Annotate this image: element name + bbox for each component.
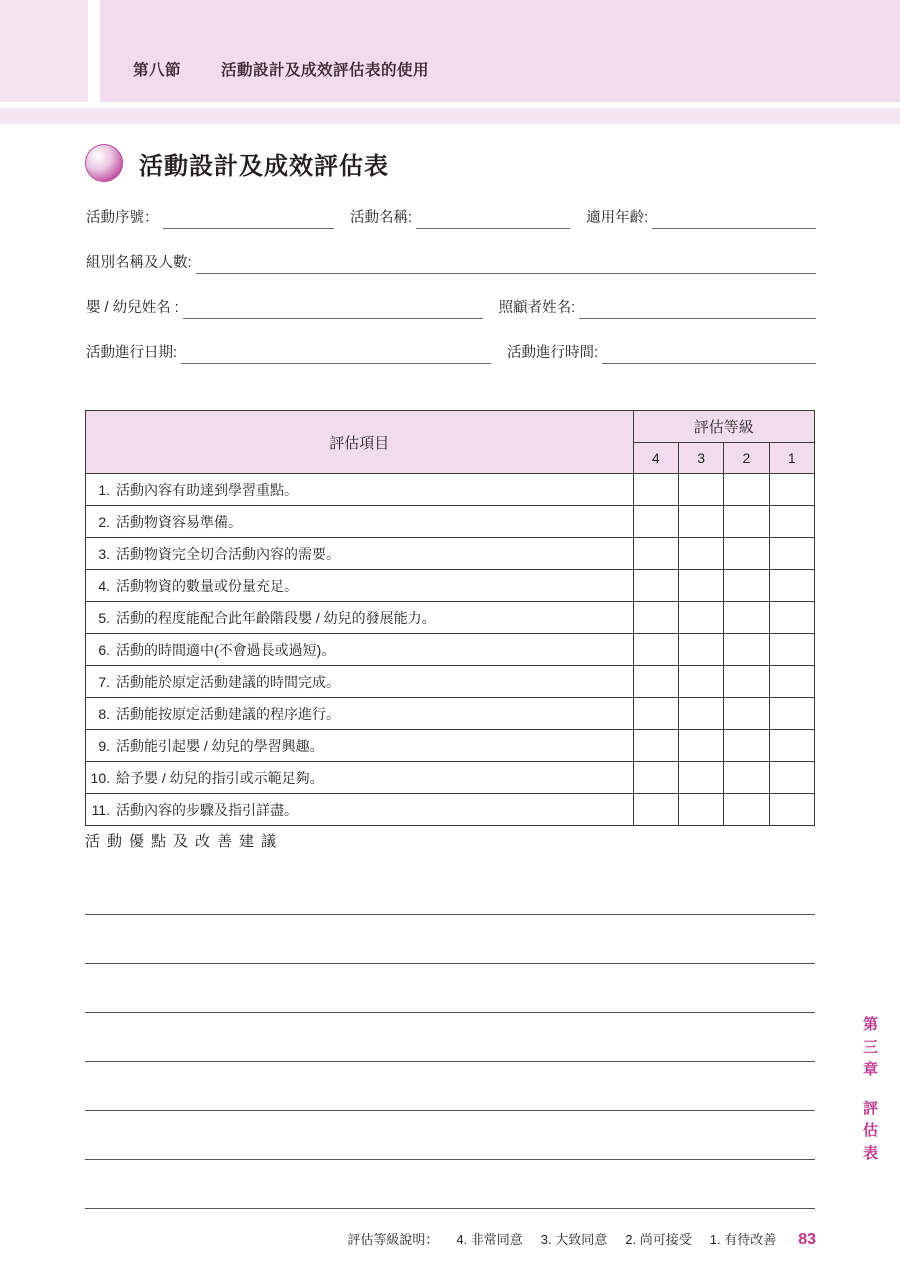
score-cell-1[interactable] — [769, 506, 814, 538]
input-caregiver-name[interactable] — [579, 301, 816, 319]
score-cell-4[interactable] — [633, 474, 678, 506]
form-fields — [86, 206, 816, 386]
score-cell-1[interactable] — [769, 634, 814, 666]
input-activity-time[interactable] — [602, 346, 816, 364]
page-title-text: 活動設計及成效評估表 — [139, 152, 389, 180]
label-activity-name: 活動名稱: — [350, 210, 413, 226]
item-cell — [86, 602, 634, 634]
score-cell-3[interactable] — [678, 474, 723, 506]
score-cell-4[interactable] — [633, 538, 678, 570]
grade-3: 3 — [678, 442, 723, 474]
label-suitable-age: 適用年齡: — [586, 210, 649, 226]
page-title — [85, 144, 389, 182]
score-cell-2[interactable] — [724, 794, 769, 826]
item-number: 9. — [98, 737, 110, 754]
input-child-name[interactable] — [183, 301, 483, 319]
comment-line[interactable] — [85, 964, 815, 1013]
input-activity-name[interactable] — [416, 211, 570, 229]
item-text: 活動內容的步驟及指引詳盡。 — [116, 801, 298, 818]
item-cell — [86, 698, 634, 730]
item-number: 7. — [98, 673, 110, 690]
score-cell-4[interactable] — [633, 506, 678, 538]
input-activity-no[interactable] — [163, 211, 335, 229]
item-cell — [86, 730, 634, 762]
item-number: 5. — [98, 609, 110, 626]
score-cell-1[interactable] — [769, 602, 814, 634]
score-cell-3[interactable] — [678, 602, 723, 634]
table-row — [86, 762, 815, 794]
comments-area — [85, 866, 815, 1209]
legend-item-3: 3. 大致同意 — [540, 1232, 608, 1247]
table-row — [86, 602, 815, 634]
score-cell-1[interactable] — [769, 762, 814, 794]
score-cell-4[interactable] — [633, 570, 678, 602]
input-suitable-age[interactable] — [652, 211, 816, 229]
form-row-date-time — [86, 341, 816, 364]
score-cell-1[interactable] — [769, 730, 814, 762]
form-row-child-name — [86, 296, 816, 319]
score-cell-1[interactable] — [769, 666, 814, 698]
legend-label: 評估等級說明： — [347, 1232, 439, 1247]
item-cell — [86, 634, 634, 666]
item-text: 活動的時間適中(不會過長或過短)。 — [116, 641, 336, 658]
label-activity-time: 活動進行時間: — [507, 345, 599, 361]
score-cell-4[interactable] — [633, 762, 678, 794]
score-cell-3[interactable] — [678, 794, 723, 826]
score-cell-2[interactable] — [724, 730, 769, 762]
item-cell — [86, 538, 634, 570]
comment-line[interactable] — [85, 866, 815, 915]
item-number: 11. — [91, 801, 110, 818]
score-cell-1[interactable] — [769, 474, 814, 506]
table-row — [86, 666, 815, 698]
grade-2: 2 — [724, 442, 769, 474]
item-number: 1. — [98, 481, 110, 498]
score-cell-4[interactable] — [633, 698, 678, 730]
input-group-name-count[interactable] — [196, 256, 816, 274]
score-cell-2[interactable] — [724, 538, 769, 570]
item-text: 活動物資的數量或份量充足。 — [116, 577, 298, 594]
item-number: 2. — [98, 513, 110, 530]
table-row — [86, 538, 815, 570]
form-row-activity-no — [86, 206, 816, 229]
score-cell-1[interactable] — [769, 570, 814, 602]
score-cell-3[interactable] — [678, 634, 723, 666]
page-content — [0, 124, 900, 1280]
section-title: 活動設計及成效評估表的使用 — [221, 62, 430, 79]
item-number: 8. — [98, 705, 110, 722]
score-cell-2[interactable] — [724, 602, 769, 634]
table-row — [86, 506, 815, 538]
score-cell-2[interactable] — [724, 634, 769, 666]
score-cell-3[interactable] — [678, 762, 723, 794]
page-footer — [0, 1229, 900, 1249]
score-cell-4[interactable] — [633, 634, 678, 666]
score-cell-1[interactable] — [769, 538, 814, 570]
footer-legend — [329, 1232, 776, 1247]
form-row-group — [86, 251, 816, 274]
item-number: 6. — [98, 641, 110, 658]
item-text: 活動能於原定活動建議的時間完成。 — [116, 673, 340, 690]
legend-item-4: 4. 非常同意 — [456, 1232, 523, 1247]
comment-line[interactable] — [85, 1013, 815, 1062]
label-group-name-count: 組別名稱及人數: — [86, 255, 192, 271]
score-cell-2[interactable] — [724, 762, 769, 794]
label-caregiver-name: 照顧者姓名: — [498, 300, 576, 316]
evaluation-table — [85, 410, 815, 826]
sphere-bullet-icon — [85, 144, 123, 182]
table-header-row — [86, 411, 815, 443]
score-cell-3[interactable] — [678, 538, 723, 570]
side-tab-chapter: 第三章 — [862, 1016, 879, 1078]
item-text: 活動能按原定活動建議的程序進行。 — [116, 705, 340, 722]
header-evaluation-item: 評估項目 — [86, 411, 634, 474]
item-number: 3. — [98, 545, 110, 562]
label-activity-date: 活動進行日期: — [86, 345, 178, 361]
header-pink-inner — [100, 0, 900, 102]
item-cell — [86, 570, 634, 602]
header-evaluation-grade: 評估等級 — [633, 411, 814, 443]
item-text: 活動物資容易準備。 — [116, 513, 242, 530]
label-activity-no: 活動序號： — [86, 210, 159, 226]
comment-line[interactable] — [85, 1160, 815, 1209]
header-title — [133, 58, 429, 80]
table-row — [86, 730, 815, 762]
grade-1: 1 — [769, 442, 814, 474]
section-number: 第八節 — [133, 62, 182, 79]
input-activity-date[interactable] — [181, 346, 491, 364]
table-row — [86, 474, 815, 506]
score-cell-4[interactable] — [633, 730, 678, 762]
comment-line[interactable] — [85, 1062, 815, 1111]
item-cell — [86, 474, 634, 506]
table-row — [86, 634, 815, 666]
comment-line[interactable] — [85, 915, 815, 964]
item-text: 活動內容有助達到學習重點。 — [116, 481, 298, 498]
item-text: 活動的程度能配合此年齡階段嬰 / 幼兒的發展能力。 — [116, 609, 436, 626]
score-cell-3[interactable] — [678, 506, 723, 538]
item-text: 活動能引起嬰 / 幼兒的學習興趣。 — [116, 737, 324, 754]
score-cell-2[interactable] — [724, 570, 769, 602]
item-cell — [86, 794, 634, 826]
comments-label: 活動優點及改善建議 — [85, 833, 284, 850]
score-cell-2[interactable] — [724, 506, 769, 538]
score-cell-3[interactable] — [678, 570, 723, 602]
score-cell-4[interactable] — [633, 666, 678, 698]
legend-item-1: 1. 有待改善 — [709, 1232, 777, 1247]
score-cell-2[interactable] — [724, 474, 769, 506]
legend-item-2: 2. 尚可接受 — [625, 1232, 692, 1247]
score-cell-1[interactable] — [769, 698, 814, 730]
header-lower-pink — [0, 108, 900, 124]
item-cell — [86, 666, 634, 698]
page-header-band — [0, 0, 900, 124]
score-cell-2[interactable] — [724, 698, 769, 730]
score-cell-3[interactable] — [678, 666, 723, 698]
label-child-name: 嬰 / 幼兒姓名 : — [86, 300, 179, 316]
page-number: 83 — [798, 1231, 816, 1248]
item-number: 4. — [98, 577, 110, 594]
score-cell-4[interactable] — [633, 794, 678, 826]
table-row — [86, 570, 815, 602]
item-text: 活動物資完全切合活動內容的需要。 — [116, 545, 340, 562]
item-cell — [86, 762, 634, 794]
side-tab-name: 評估表 — [862, 1099, 879, 1162]
comment-line[interactable] — [85, 1111, 815, 1160]
item-text: 給予嬰 / 幼兒的指引或示範足夠。 — [116, 769, 324, 786]
score-cell-3[interactable] — [678, 730, 723, 762]
score-cell-3[interactable] — [678, 698, 723, 730]
score-cell-4[interactable] — [633, 602, 678, 634]
score-cell-1[interactable] — [769, 794, 814, 826]
score-cell-2[interactable] — [724, 666, 769, 698]
item-number: 10. — [90, 769, 110, 786]
item-cell — [86, 506, 634, 538]
grade-4: 4 — [633, 442, 678, 474]
table-row — [86, 698, 815, 730]
table-row — [86, 794, 815, 826]
side-tab — [858, 1014, 884, 1165]
